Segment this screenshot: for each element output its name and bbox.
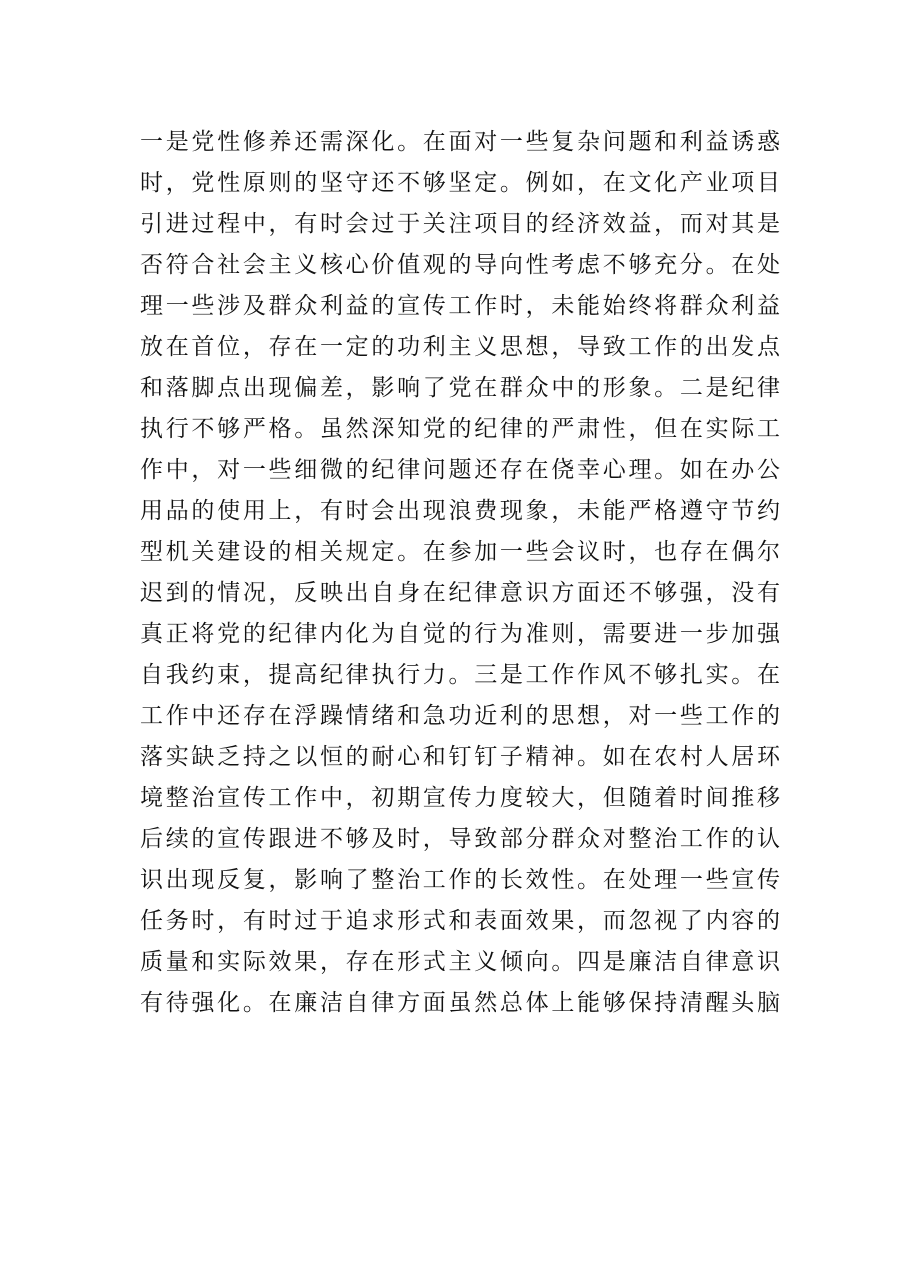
body-text	[140, 122, 780, 1024]
text-line: 引进过程中，有时会过于关注项目的经济效益，而对其是	[140, 211, 780, 237]
text-line: 时，党性原则的坚守还不够坚定。例如，在文化产业项目	[140, 170, 780, 196]
text-line: 理一些涉及群众利益的宣传工作时，未能始终将群众利益	[140, 293, 780, 319]
text-line: 有待强化。在廉洁自律方面虽然总体上能够保持清醒头脑	[140, 990, 780, 1016]
text-line: 作中，对一些细微的纪律问题还存在侥幸心理。如在办公	[140, 457, 780, 483]
text-line: 落实缺乏持之以恒的耐心和钉钉子精神。如在农村人居环	[140, 744, 780, 770]
text-line: 用品的使用上，有时会出现浪费现象，未能严格遵守节约	[140, 498, 780, 524]
text-line: 识出现反复，影响了整治工作的长效性。在处理一些宣传	[140, 867, 780, 893]
text-line: 型机关建设的相关规定。在参加一些会议时，也存在偶尔	[140, 539, 780, 565]
text-line: 自我约束，提高纪律执行力。三是工作作风不够扎实。在	[140, 662, 780, 688]
text-line: 任务时，有时过于追求形式和表面效果，而忽视了内容的	[140, 908, 780, 934]
text-line: 和落脚点出现偏差，影响了党在群众中的形象。二是纪律	[140, 375, 780, 401]
text-line: 真正将党的纪律内化为自觉的行为准则，需要进一步加强	[140, 621, 780, 647]
text-line: 否符合社会主义核心价值观的导向性考虑不够充分。在处	[140, 252, 780, 278]
text-line: 放在首位，存在一定的功利主义思想，导致工作的出发点	[140, 334, 780, 360]
text-line: 质量和实际效果，存在形式主义倾向。四是廉洁自律意识	[140, 949, 780, 975]
text-line: 后续的宣传跟进不够及时，导致部分群众对整治工作的认	[140, 826, 780, 852]
text-line: 工作中还存在浮躁情绪和急功近利的思想，对一些工作的	[140, 703, 780, 729]
text-line: 迟到的情况，反映出自身在纪律意识方面还不够强，没有	[140, 580, 780, 606]
text-line: 境整治宣传工作中，初期宣传力度较大，但随着时间推移	[140, 785, 780, 811]
text-line: 执行不够严格。虽然深知党的纪律的严肃性，但在实际工	[140, 416, 780, 442]
text-line: 一是党性修养还需深化。在面对一些复杂问题和利益诱惑	[140, 129, 780, 155]
